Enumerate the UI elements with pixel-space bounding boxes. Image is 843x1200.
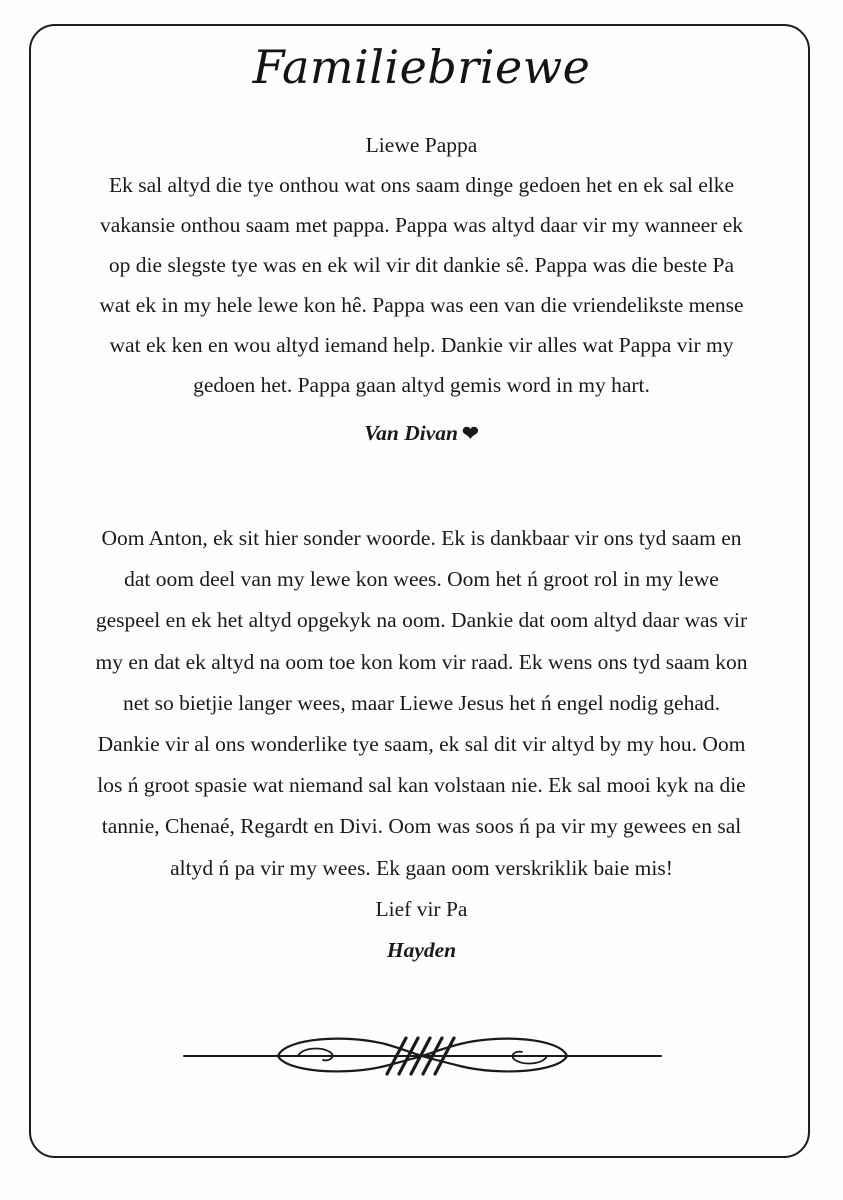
letter-line: wat ek ken en wou altyd iemand help. Dankie vir alles wat Pappa vir my — [109, 333, 734, 357]
letter-line: Ek sal altyd die tye onthou wat ons saam dinge gedoen het en ek sal elke — [108, 173, 735, 197]
flourish-divider-icon — [180, 1020, 665, 1090]
letter-to-pappa — [50, 125, 793, 454]
signature-name: Van Divan — [364, 421, 459, 445]
letter-line: tannie, Chenaé, Regardt en Divi. Oom was soos ń pa vir my gewees en sal — [101, 814, 742, 839]
letter-signature — [50, 413, 793, 454]
letter-line: op die slegste tye was en ek wil vir dit dankie sê. Pappa was die beste Pa — [108, 253, 735, 277]
letter-line: Oom Anton, ek sit hier sonder woorde. Ek is dankbaar vir ons tyd saam en — [101, 526, 742, 550]
letter-line: altyd ń pa vir my wees. Ek gaan oom verskriklik baie mis! — [170, 855, 673, 880]
letter-line: gespeel en ek het altyd opgekyk na oom. Dankie dat oom altyd daar was vir — [95, 608, 748, 633]
heart-icon: ❤ — [462, 423, 479, 445]
letter-line: Dankie vir al ons wonderlike tye saam, ek sal dit vir altyd by my hou. Oom — [97, 732, 746, 757]
letter-line: gedoen het. Pappa gaan altyd gemis word in my hart. — [193, 373, 650, 397]
letter-greeting: Liewe Pappa — [365, 133, 478, 157]
letter-line: dat oom deel van my lewe kon wees. Oom het ń groot rol in my lewe — [124, 567, 719, 592]
letter-line: my en dat ek altyd na oom toe kon kom vir raad. Ek wens ons tyd saam kon — [95, 649, 748, 674]
letter-closing: Lief vir Pa — [375, 896, 468, 921]
letter-line: net so bietjie langer wees, maar Liewe Jesus het ń engel nodig gehad. — [122, 690, 721, 715]
page-title: Familiebriewe — [252, 40, 591, 94]
letter-signature: Hayden — [386, 938, 457, 963]
letter-line: wat ek in my hele lewe kon hê. Pappa was een van die vriendelikste mense — [99, 293, 744, 317]
letter-line: los ń groot spasie wat niemand sal kan volstaan nie. Ek sal mooi kyk na die — [97, 773, 746, 798]
letter-line: vakansie onthou saam met pappa. Pappa was altyd daar vir my wanneer ek — [100, 213, 743, 237]
letter-to-oom-anton — [50, 518, 793, 971]
